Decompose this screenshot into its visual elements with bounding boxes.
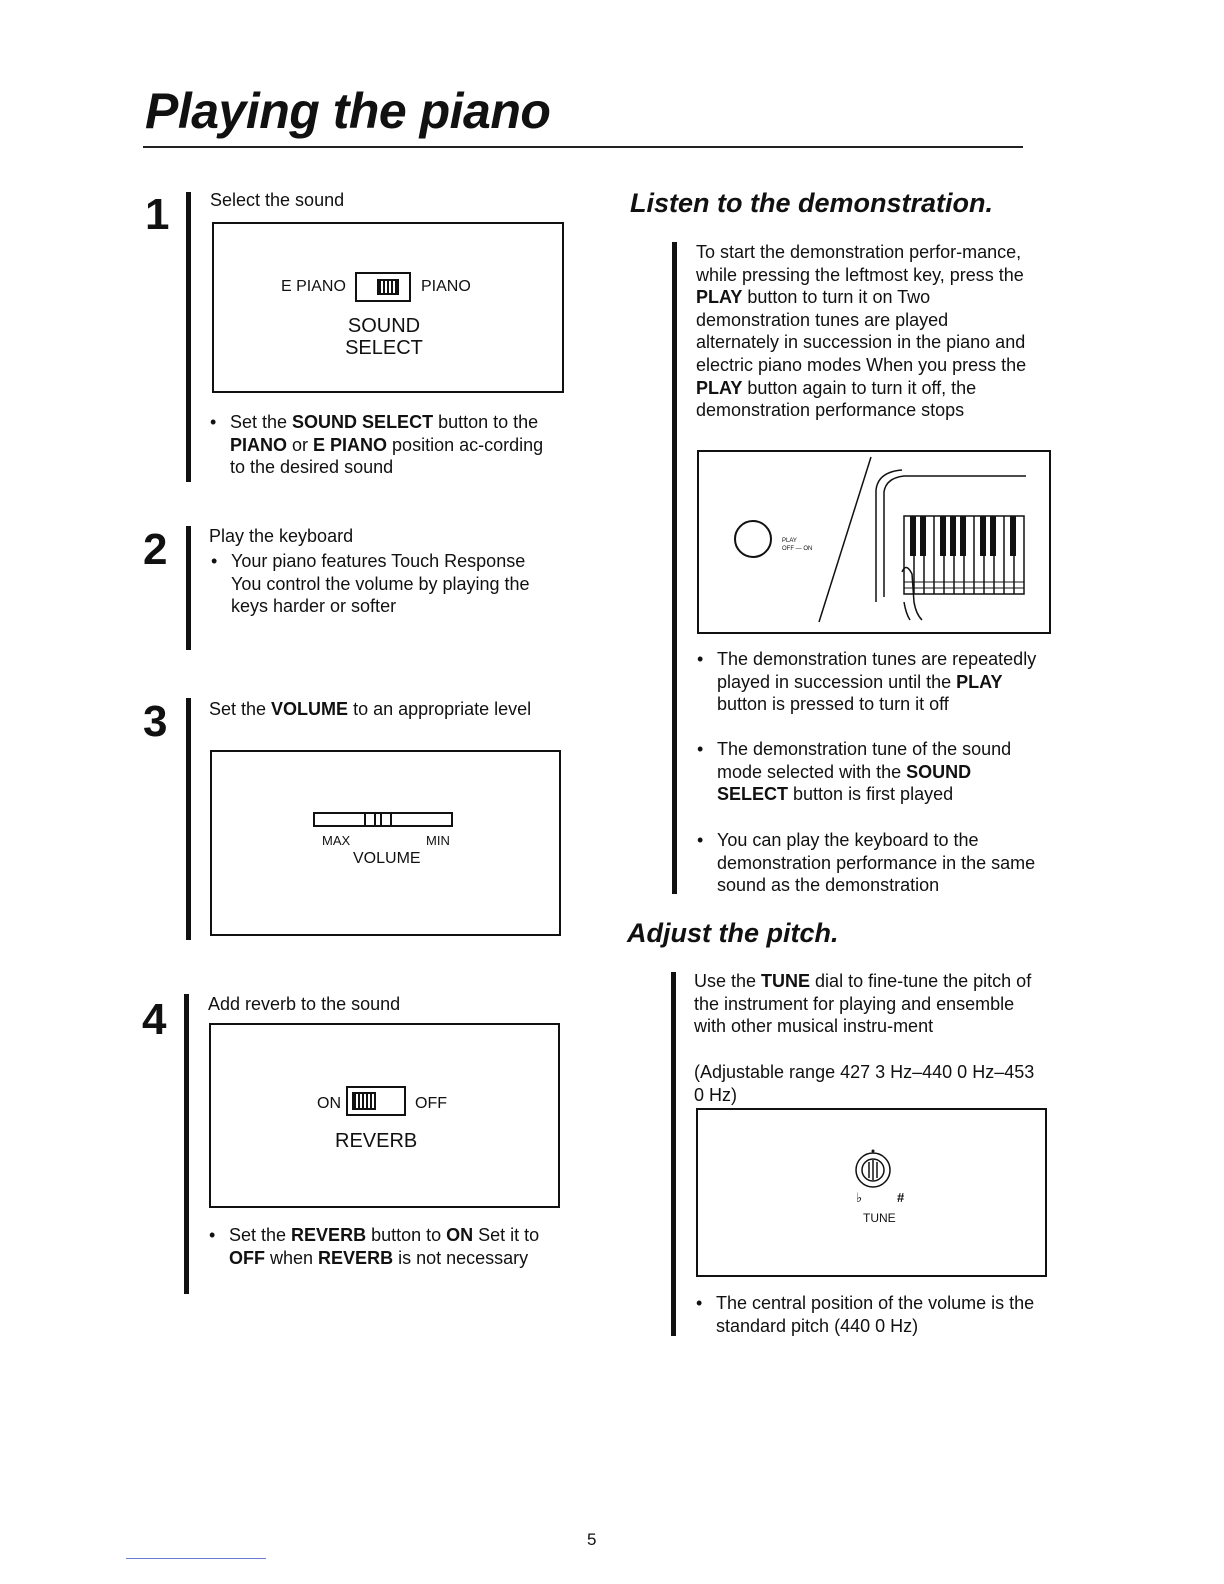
- tune-flat-label: ♭: [856, 1190, 863, 1205]
- step-4-bullet: • Set the REVERB button to ON Set it to OFF when REVERB is not necessary: [207, 1224, 552, 1269]
- volume-max-label: MAX: [322, 833, 351, 848]
- piano-label: PIANO: [421, 278, 471, 295]
- switch-knob: [377, 279, 399, 295]
- keyboard-illustration: [804, 452, 1049, 632]
- reverb-switch-knob: [352, 1092, 376, 1110]
- reverb-on-label: ON: [317, 1095, 341, 1112]
- tune-caption: TUNE: [863, 1211, 896, 1225]
- pitch-bar: [671, 972, 676, 1336]
- sound-select-caption-2: SELECT: [345, 337, 423, 359]
- pitch-bullet: • The central position of the volume is the standard pitch (440 0 Hz): [694, 1292, 1039, 1337]
- step-4-bar: [184, 994, 189, 1294]
- reverb-caption: REVERB: [335, 1130, 418, 1152]
- demo-bullet-1: • The demonstration tunes are repeatedly played in succession until the PLAY button is pressed to turn it off: [695, 648, 1040, 716]
- step-1-bullet: • Set the SOUND SELECT button to the PIANO or E PIANO position ac-cording to the desired sound: [208, 411, 553, 479]
- demo-bullet-3: • You can play the keyboard to the demonstration performance in the same sound as the demonstration: [695, 829, 1040, 897]
- play-sub-label: OFF — ON: [782, 546, 813, 552]
- reverb-diagram: [209, 1023, 560, 1208]
- step-4-heading: Add reverb to the sound: [208, 994, 401, 1014]
- tune-diagram: [696, 1108, 1047, 1277]
- play-label: PLAY: [782, 538, 797, 544]
- step-4-number: 4: [142, 995, 167, 1044]
- tune-dial-icon: [853, 1148, 893, 1192]
- volume-slider-knob: [364, 812, 392, 827]
- play-diagram: [697, 450, 1051, 634]
- reverb-off-label: OFF: [415, 1095, 447, 1112]
- footer-rule: [126, 1558, 266, 1559]
- step-1-heading: Select the sound: [210, 190, 345, 210]
- demo-paragraph: To start the demonstration perfor-mance, while pressing the leftmost key, press the PLAY button to turn it on Two demonstration tunes are played alternately in succession in the piano and electric piano modes When you press the PLAY button again to turn it off, the demonstration performance stops: [696, 242, 1027, 421]
- page-number: 5: [587, 1530, 597, 1549]
- tune-sharp-label: #: [897, 1190, 905, 1205]
- step-2-bar: [186, 526, 191, 650]
- step-1-number: 1: [145, 190, 170, 239]
- step-2-number: 2: [143, 525, 168, 574]
- volume-diagram: [210, 750, 561, 936]
- play-button-icon: [734, 520, 772, 558]
- step-3-bar: [186, 698, 191, 940]
- step-3-heading: Set the VOLUME to an appropriate level: [209, 699, 532, 719]
- step-3-number: 3: [143, 697, 168, 746]
- volume-caption: VOLUME: [353, 850, 421, 867]
- step-1-bar: [186, 192, 191, 482]
- title-rule: [143, 146, 1023, 148]
- pitch-range: (Adjustable range 427 3 Hz–440 0 Hz–453 0 Hz): [694, 1062, 1035, 1105]
- page-title: Playing the piano: [145, 83, 551, 139]
- sound-select-switch: [355, 272, 411, 302]
- step-2-bullet: • Your piano features Touch Response You control the volume by playing the keys harder or softer: [209, 550, 554, 618]
- reverb-switch: [346, 1086, 406, 1116]
- sound-select-caption-1: SOUND: [347, 315, 421, 337]
- step-2-heading: Play the keyboard: [209, 526, 354, 546]
- sound-select-diagram: [212, 222, 564, 393]
- volume-slider-track: [313, 812, 453, 827]
- demo-bar: [672, 242, 677, 894]
- pitch-paragraph: Use the TUNE dial to fine-tune the pitch of the instrument for playing and ensemble with other musical instru-ment: [694, 971, 1032, 1037]
- e-piano-label: E PIANO: [281, 278, 346, 295]
- pitch-heading: Adjust the pitch.: [627, 918, 839, 948]
- demo-bullet-2: • The demonstration tune of the sound mode selected with the SOUND SELECT button is first played: [695, 738, 1040, 806]
- volume-min-label: MIN: [426, 833, 450, 848]
- demo-heading: Listen to the demonstration.: [630, 188, 994, 218]
